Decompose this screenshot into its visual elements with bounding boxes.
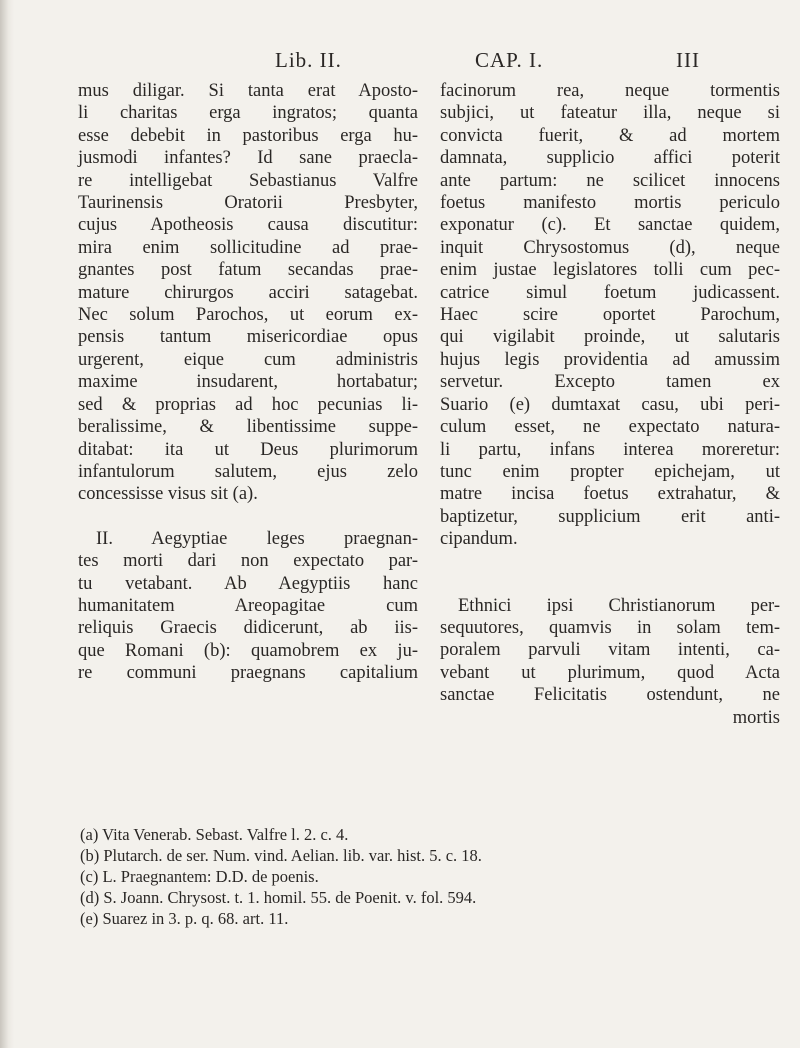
text-line: Haec scire oportet Parochum,: [440, 305, 780, 326]
footnotes: [80, 824, 760, 929]
page-binding-edge: [0, 0, 14, 1048]
text-line: li charitas erga ingratos; quanta: [78, 103, 418, 124]
text-line: tu vetabant. Ab Aegyptiis hanc: [78, 573, 418, 594]
text-line: catrice simul foetum judicassent.: [440, 282, 780, 303]
text-line: mortis: [732, 707, 780, 728]
footnote: (c) L. Praegnantem: D.D. de poenis.: [80, 867, 319, 886]
text-line: poralem parvuli vitam intenti, ca-: [440, 640, 780, 661]
text-line: enim justae legislatores tolli cum pec-: [440, 260, 780, 281]
text-line: Nec solum Parochos, ut eorum ex-: [78, 305, 418, 326]
text-line: vebant ut plurimum, quod Acta: [440, 662, 780, 683]
text-line: sanctae Felicitatis ostendunt, ne: [440, 685, 780, 706]
text-line: cujus Apotheosis causa discutitur:: [78, 215, 418, 236]
text-line: II. Aegyptiae leges praegnan-: [96, 528, 418, 549]
text-line: que Romani (b): quamobrem ex ju-: [78, 640, 418, 661]
text-line: inquit Chrysostomus (d), neque: [440, 237, 780, 258]
text-line: servetur. Excepto tamen ex: [440, 372, 780, 393]
footnote: (d) S. Joann. Chrysost. t. 1. homil. 55. de Poenit. v. fol. 594.: [80, 888, 477, 907]
text-line: tes morti dari non expectato par-: [78, 551, 418, 572]
header-chapter: CAP. I.: [475, 48, 544, 72]
text-line: maxime insudarent, hortabatur;: [78, 372, 418, 393]
right-column: [440, 80, 780, 729]
text-line: cipandum.: [440, 529, 518, 550]
text-line: ante partum: ne scilicet innocens: [440, 170, 780, 191]
text-line: concessisse visus sit (a).: [78, 484, 258, 505]
text-line: jusmodi infantes? Id sane praecla-: [78, 148, 418, 169]
paragraph-gap: [440, 551, 780, 595]
left-column: [78, 80, 418, 685]
text-line: Taurinensis Oratorii Presbyter,: [78, 193, 418, 214]
text-line: re communi praegnans capitalium: [78, 663, 418, 684]
text-line: tunc enim propter epichejam, ut: [440, 461, 780, 482]
text-line: re intelligebat Sebastianus Valfre: [78, 170, 418, 191]
text-line: reliquis Graecis didicerunt, ab iis-: [78, 618, 418, 639]
text-line: pensis tantum misericordiae opus: [78, 327, 418, 348]
text-line: subjici, ut fateatur illa, neque si: [440, 103, 780, 124]
text-line: Suario (e) dumtaxat casu, ubi peri-: [440, 394, 780, 415]
text-line: mature chirurgos acciri satagebat.: [78, 282, 418, 303]
text-line: humanitatem Areopagitae cum: [78, 595, 418, 616]
text-line: damnata, supplicio affici poterit: [440, 148, 780, 169]
text-line: infantulorum salutem, ejus zelo: [78, 461, 418, 482]
footnote: (e) Suarez in 3. p. q. 68. art. 11.: [80, 909, 289, 928]
text-line: convicta fuerit, & ad mortem: [440, 125, 780, 146]
header-book-number: Lib. II.: [275, 48, 342, 72]
text-line: mus diligar. Si tanta erat Apo﻿sto-: [78, 81, 418, 101]
text-line: culum esset, ne expectato natura-: [440, 417, 780, 438]
text-line: beralissime, & libentissime suppe-: [78, 417, 418, 438]
text-line: esse debebit in pastoribus erga hu-: [78, 125, 418, 146]
text-line: gnantes post fatum secandas prae-: [78, 260, 418, 281]
text-line: ditabat: ita ut Deus plurimorum: [78, 439, 418, 460]
text-line: urgerent, eique cum administris: [78, 349, 418, 370]
header-page-number: III: [676, 48, 700, 72]
text-line: hujus legis providentia ad amussim: [440, 349, 780, 370]
text-line: foetus manifesto mortis periculo: [440, 193, 780, 214]
footnote: (a) Vita Venerab. Sebast. Valfre l. 2. c. 4.: [80, 825, 349, 844]
text-line: sed & proprias ad hoc pecunias li-: [78, 394, 418, 415]
text-line: li partu, infans interea moreretur:: [440, 439, 780, 460]
text-line: qui vigilabit proinde, ut salutaris: [440, 327, 780, 348]
text-line: baptizetur, supplicium erit anti-: [440, 506, 780, 527]
text-line: Ethnici ipsi Christianorum per-: [458, 595, 780, 616]
text-line: mira enim sollicitudine ad prae-: [78, 237, 418, 258]
text-line: matre incisa foetus extrahatur, &: [440, 484, 780, 505]
text-line: sequutores, quamvis in solam tem-: [440, 617, 780, 638]
footnote: (b) Plutarch. de ser. Num. vind. Aelian. lib. var. hist. 5. c. 18.: [80, 846, 482, 865]
paragraph-gap: [78, 506, 418, 528]
running-header: [80, 48, 700, 74]
text-line: facinorum rea, neque tormentis: [440, 81, 780, 101]
text-line: exponatur (c). Et sanctae quidem,: [440, 215, 780, 236]
